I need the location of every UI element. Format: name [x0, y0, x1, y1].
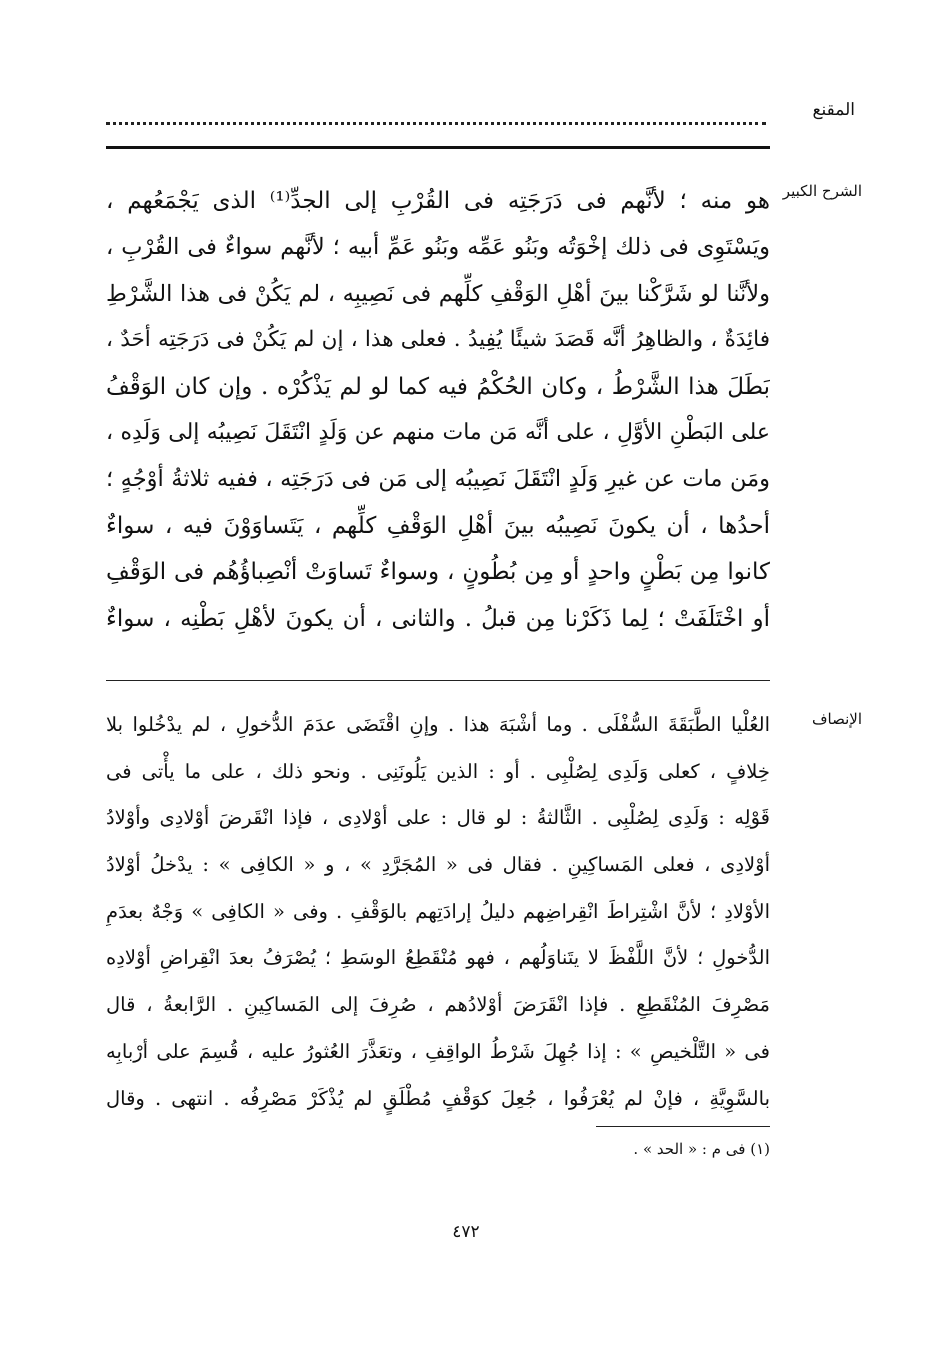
text-line: ولأنَّنا لو شَرَّكْنا بينَ أهْلِ الوَقْفِ كلِّهم فى نَصِيبِه ، لم يَكُنْ فى هذا الشَّرْطِ: [106, 280, 770, 307]
text-line: الدُّخولِ ؛ لأنَّ اللَّفْظَ لا يتَناوَلُهم ، فهو مُنْقَطِعُ الوسَطِ ؛ يُصْرَفُ بعدَ انْقِراضِ أوْلادِه: [106, 946, 770, 970]
text-line: ومَن مات عن غيرِ وَلَدٍ انْتَقَلَ نَصِيبُه إلى مَن فى دَرَجَتِه ، ففيه ثلاثةُ أوْجُهٍ ؛: [106, 466, 770, 493]
text-line: فائِدَةٌ ، والظاهِرُ أنَّه قَصَدَ شيئًا يُفِيدُ . فعلى هذا ، إن لم يَكُنْ فى دَرَجَتِه أحَدٌ ،: [106, 327, 770, 353]
text-line: مَصْرِفَ المُنْقَطِعِ . فإذا انْقَرَضَ أوْلادُهم ، صُرِفَ إلى المَساكِينِ . الرَّابعةُ ، قال: [106, 993, 770, 1017]
text-line: خِلافٍ ، كعلى وَلَدِى لِصُلْبِى . أو : الذين يَلُونَنِى . ونحو ذلك ، على ما يأْتى فى: [106, 759, 770, 783]
text-line: بَطَلَ هذا الشَّرْطُ ، وكان الحُكْمُ فيه كما لو لم يَذْكُرْه . وإن كان الوَقْفُ: [106, 373, 770, 400]
text-line: على البَطْنِ الأوَّلِ ، على أنَّه مَن مات منهم عن وَلَدٍ انْتَقَلَ نَصِيبُه إلى وَلَدِه ،: [106, 419, 770, 445]
text-line: قَوْلِه : وَلَدِى لِصُلْبِى . الثَّالثةُ : لو قال : على أوْلادِى ، فإذا انْقَرضَ أوْلادِى وأوْلادُ: [106, 806, 770, 830]
text-line: كانوا مِن بَطْنٍ واحدٍ أو مِن بُطُونٍ ، وسواءٌ تَساوَتْ أنْصِباؤُهُم فى الوَقْفِ: [106, 559, 770, 586]
running-header-title: المقنع: [812, 100, 855, 120]
footnote-rule: [596, 1126, 770, 1127]
insaf-section-label: الإنصاف: [811, 710, 862, 728]
sharh-text-block: [106, 178, 770, 642]
header-rule: [106, 146, 770, 149]
sharh-section-label: الشرح الكبير: [782, 182, 862, 200]
header-dotted-leader: [106, 110, 766, 125]
insaf-text-block: [106, 702, 770, 1122]
text-line: أو اخْتَلَفَتْ ؛ لِما ذَكَرْنا مِن قبلُ . والثانى ، أن يكونَ لأهْلِ بَطْنِه ، سواءٌ: [106, 605, 770, 632]
text-line: ويَسْتَوِى فى ذلك إخْوَتُه وبَنُو عَمِّه وبَنُو عَمِّ أبيه ؛ لأنَّهم سواءٌ فى القُرْبِ ،: [106, 234, 770, 261]
footnote: (١) فى م : « الحد » .: [633, 1140, 770, 1158]
text-line: العُلْيا الطَّبَقَةَ السُّفْلَى . وما أشْبَهَ هذا . وإنِ اقْتَضَى عدَمَ الدُّخولِ ، لم يدْخُلوا بلا: [106, 713, 770, 736]
text-line: فى « التَّلْخيصِ » : إذا جُهِلَ شَرْطُ الواقِفِ ، وتعَذَّرَ العُثورُ عليه ، قُسِمَ على أرْبابِه: [106, 1039, 770, 1063]
page-number: ٤٧٢: [452, 1222, 480, 1242]
text-line: أوْلادِى ، فعلى المَساكِينِ . فقال فى « المُجَرَّدِ » ، و « الكافِى » : يدْخلُ أوْلادُ: [106, 853, 770, 877]
text-line: الأوْلادِ ؛ لأنَّ اشْتِراطَ انْقِراضِهم دليلُ إرادَتِهم بالوَقْفِ . وفى « الكافِى » وَجْهٌ بعدَمِ: [106, 899, 770, 923]
text-line: هو منه ؛ لأنَّهم فى دَرَجَتِه فى القُرْبِ إلى الجدِّ⁽¹⁾ الذى يَجْمَعُهم ،: [106, 188, 770, 214]
text-line: بالسَّوِيَّةِ ، فإنْ لم يُعْرَفُوا ، جُعِلَ كوَقْفٍ مُطْلَقٍ لم يُذْكَرْ مَصْرِفُه . انتهى . وقال: [106, 1086, 770, 1110]
section-divider: [106, 680, 770, 681]
text-line: أحدُها ، أن يكونَ نَصِيبُه بينَ أهْلِ الوَقْفِ كلِّهم ، يَتَساوَوْنَ فيه ، سواءٌ: [106, 512, 770, 539]
